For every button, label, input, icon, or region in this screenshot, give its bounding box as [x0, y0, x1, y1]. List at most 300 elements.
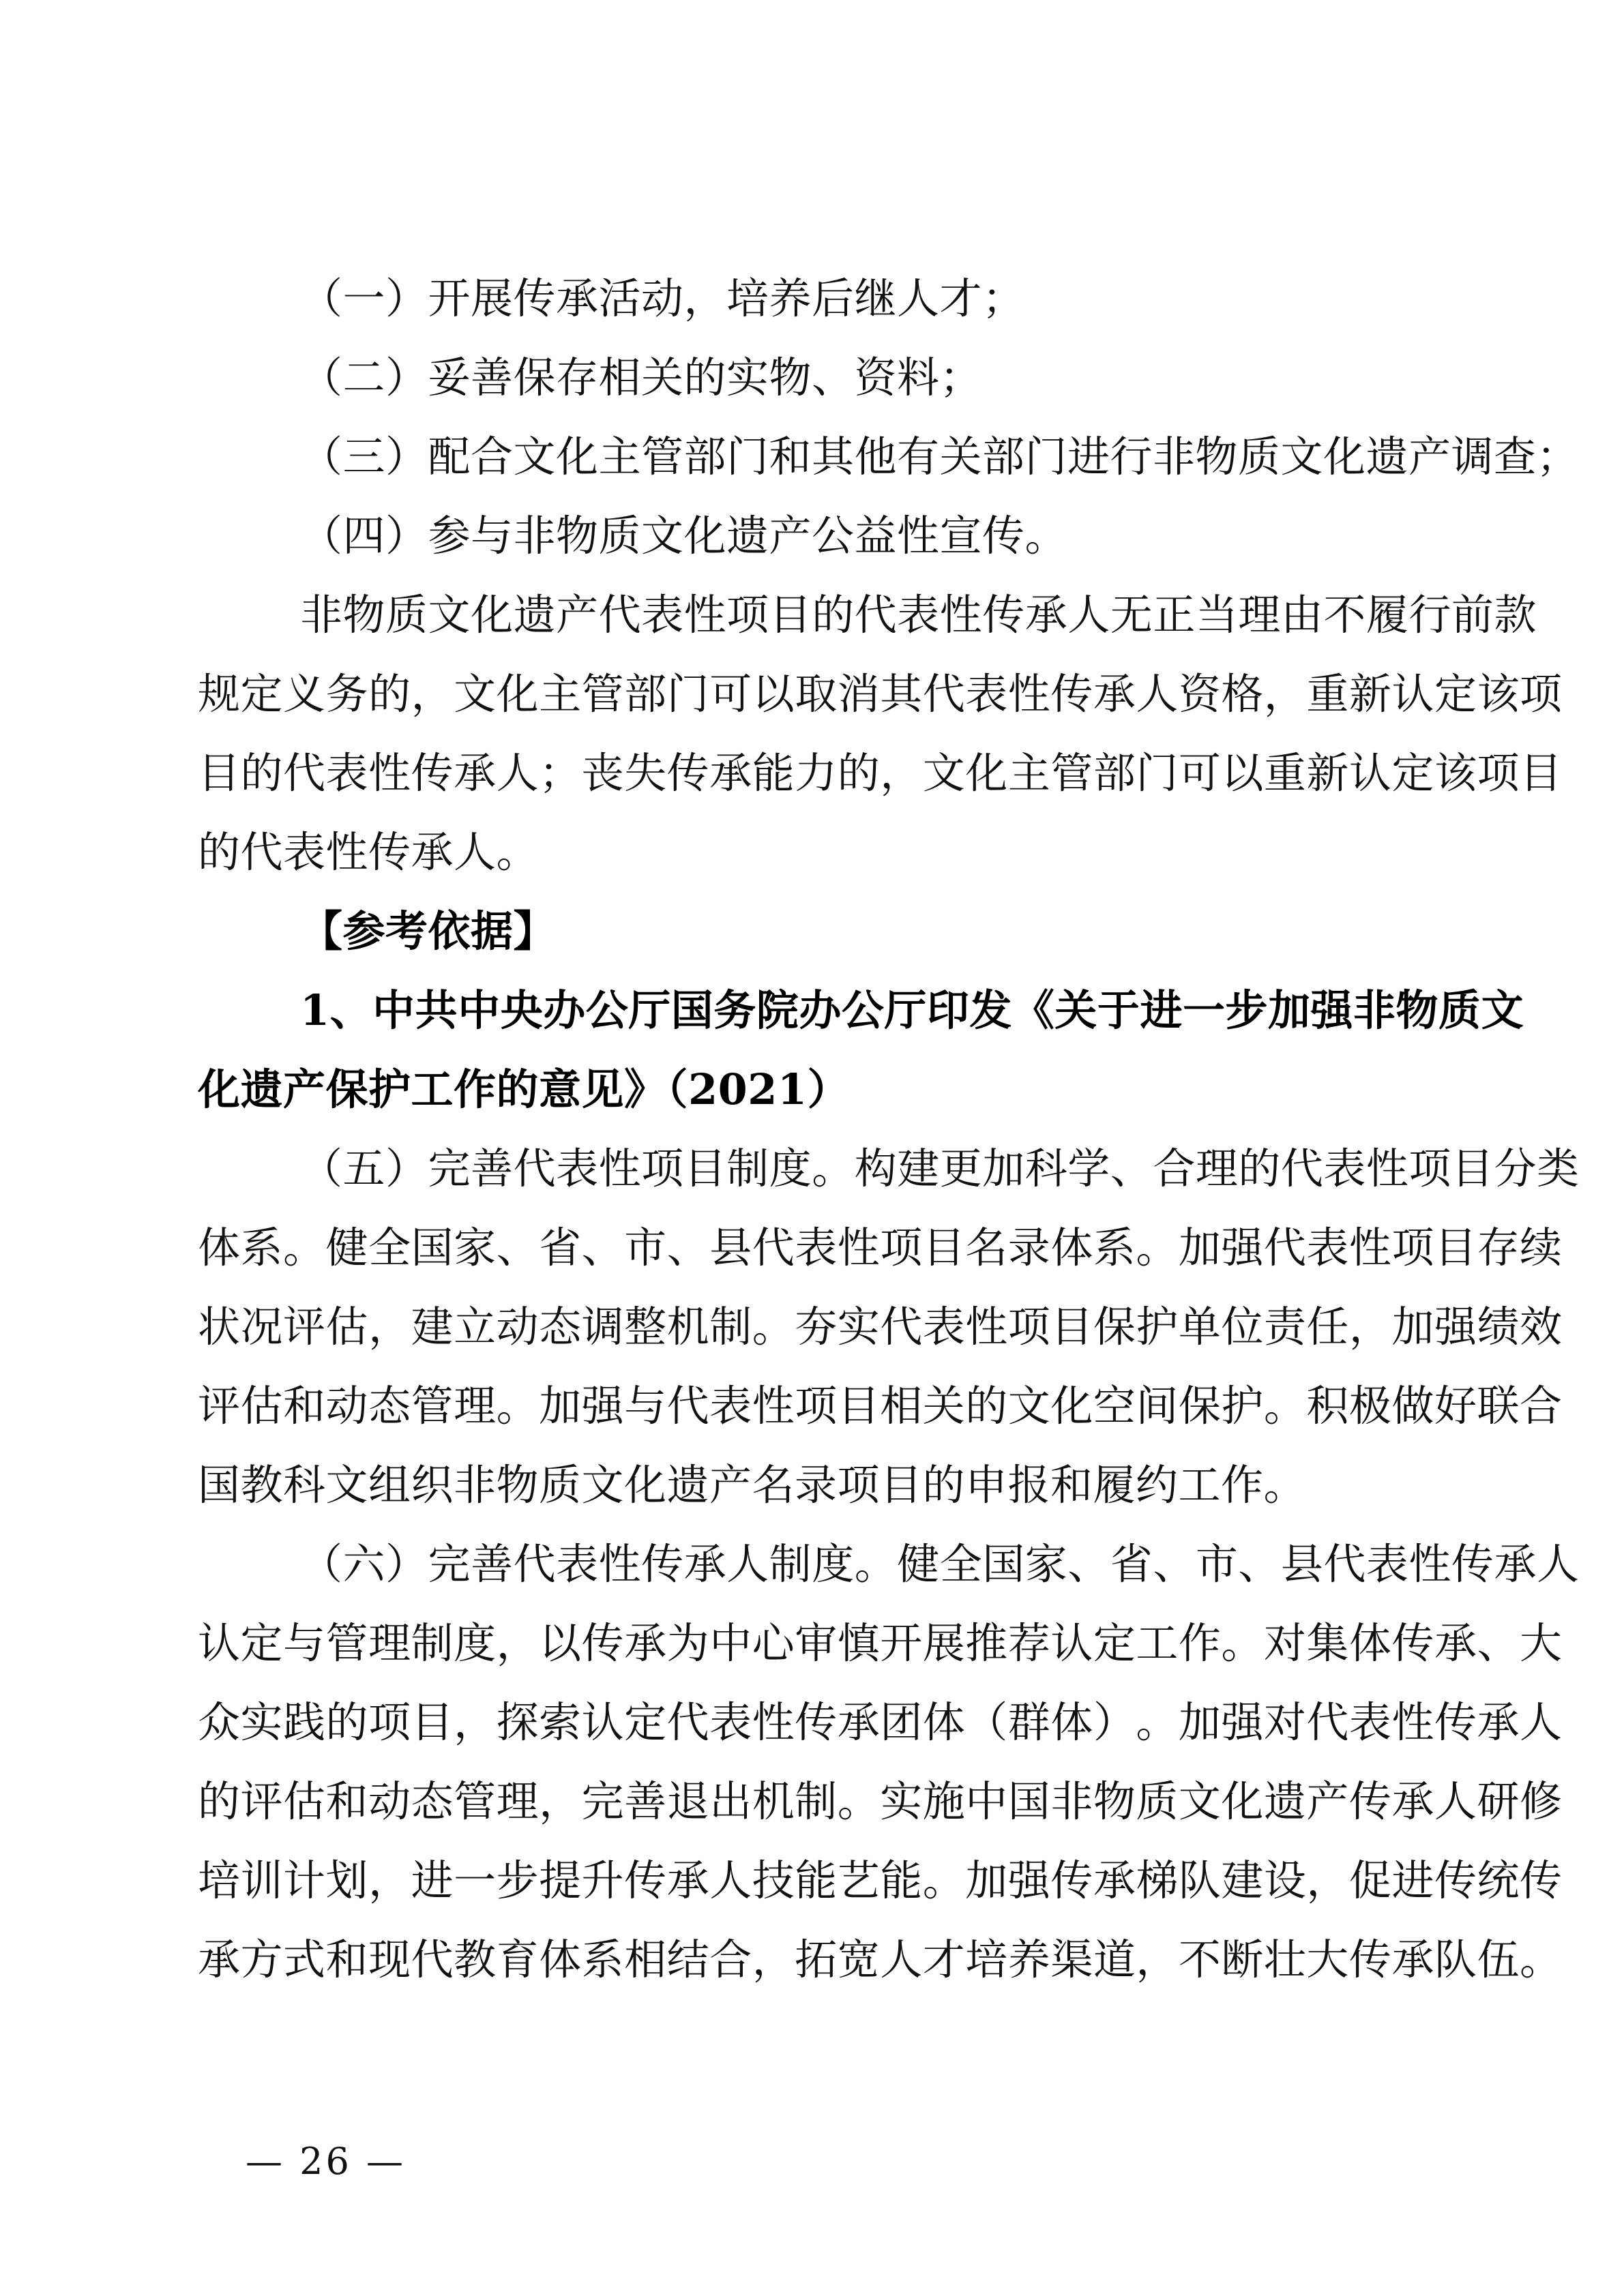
- glyph: 育: [496, 1935, 540, 1984]
- glyph: 进: [1391, 1855, 1434, 1905]
- glyph: （: [300, 1539, 343, 1589]
- glyph: 完: [581, 1776, 625, 1826]
- glyph: 名: [965, 1223, 1008, 1272]
- glyph: 划: [325, 1855, 369, 1905]
- glyph: ，: [1348, 1302, 1392, 1352]
- glyph: 断: [1221, 1935, 1264, 1984]
- glyph: 文: [1007, 1381, 1051, 1431]
- glyph: 传: [1451, 1539, 1494, 1589]
- glyph: ，: [752, 1935, 795, 1984]
- glyph: 加: [539, 1381, 582, 1431]
- glyph: 夯: [795, 1302, 838, 1352]
- glyph: ，: [880, 748, 923, 798]
- glyph: 目: [198, 748, 241, 798]
- glyph: 加: [1178, 1697, 1222, 1747]
- glyph: 传: [1391, 1618, 1434, 1668]
- glyph: 承: [1093, 1855, 1136, 1905]
- glyph: 加: [1178, 1223, 1222, 1272]
- glyph: 现: [368, 1935, 411, 1984]
- paragraph-line: [198, 1841, 1563, 1920]
- paragraph-line: [198, 1287, 1563, 1367]
- glyph: 团: [880, 1697, 923, 1747]
- glyph: 队: [1178, 1855, 1222, 1905]
- glyph: 目: [683, 1144, 727, 1193]
- glyph: 传: [795, 1697, 838, 1747]
- glyph: 壮: [1263, 1935, 1307, 1984]
- glyph: 宽: [837, 1935, 881, 1984]
- glyph: 制: [411, 1618, 454, 1668]
- glyph: 表: [556, 1539, 599, 1589]
- glyph: 性: [837, 1223, 881, 1272]
- glyph: 传: [982, 590, 1025, 640]
- glyph: 传: [411, 748, 454, 798]
- glyph: 强: [1434, 1302, 1477, 1352]
- glyph: 义: [283, 669, 326, 719]
- glyph: 、: [581, 1223, 625, 1272]
- glyph: 极: [1348, 1381, 1392, 1431]
- glyph: 部: [624, 669, 667, 719]
- glyph: 学: [1067, 1144, 1110, 1193]
- glyph: 艺: [837, 1855, 881, 1905]
- glyph: 人: [1519, 1697, 1563, 1747]
- glyph: 单: [1178, 1302, 1222, 1352]
- glyph: 目: [1451, 1144, 1494, 1193]
- glyph: 展: [922, 1618, 966, 1668]
- glyph: 探: [496, 1697, 540, 1747]
- glyph: 代: [283, 748, 326, 798]
- paragraph-line: [198, 1683, 1563, 1762]
- list-item: （三）配合文化主管部门和其他有关部门进行非物质文化遗产调查；: [300, 432, 1580, 481]
- glyph: 态: [368, 1381, 411, 1431]
- glyph: 工: [1136, 1618, 1179, 1668]
- glyph: 表: [1306, 1223, 1349, 1272]
- glyph: 关: [1054, 985, 1097, 1035]
- glyph: （: [965, 1697, 1008, 1747]
- glyph: 的: [965, 1381, 1008, 1431]
- glyph: 。: [854, 1539, 898, 1589]
- glyph: 培: [198, 1855, 241, 1905]
- glyph: 梯: [1136, 1855, 1179, 1905]
- glyph: 表: [641, 590, 684, 640]
- glyph: ，: [368, 1302, 411, 1352]
- glyph: 强: [1221, 1223, 1264, 1272]
- glyph: 重: [1263, 748, 1307, 798]
- paragraph-line: [198, 1367, 1563, 1446]
- glyph: 五: [342, 1144, 386, 1193]
- glyph: 办: [543, 985, 586, 1035]
- glyph: 文: [454, 669, 497, 719]
- glyph: 代: [1263, 1223, 1307, 1272]
- glyph: 善: [624, 1776, 667, 1826]
- glyph: 定: [240, 669, 284, 719]
- glyph: 项: [1519, 669, 1563, 719]
- glyph: 方: [240, 1935, 284, 1984]
- glyph: 护: [1221, 1381, 1264, 1431]
- paragraph-line: [198, 734, 1563, 813]
- glyph: 性: [965, 1302, 1008, 1352]
- glyph: 传: [1050, 669, 1093, 719]
- glyph: 慎: [837, 1618, 881, 1668]
- glyph: 化: [471, 590, 514, 640]
- glyph: 保: [1093, 1302, 1136, 1352]
- glyph: 公: [585, 985, 629, 1035]
- glyph: 教: [454, 1935, 497, 1984]
- glyph: 立: [454, 1302, 497, 1352]
- glyph: 规: [198, 669, 241, 719]
- glyph: 主: [1007, 748, 1051, 798]
- glyph: 绩: [1477, 1302, 1520, 1352]
- glyph: 文: [1481, 985, 1524, 1035]
- glyph: 群: [1007, 1697, 1051, 1747]
- glyph: 物: [342, 590, 386, 640]
- glyph: 目: [1434, 1223, 1477, 1272]
- glyph: 市: [624, 1223, 667, 1272]
- glyph: 的: [812, 590, 855, 640]
- paragraph-line: [198, 1208, 1563, 1287]
- glyph: 管: [411, 1381, 454, 1431]
- glyph: 非: [300, 590, 343, 640]
- glyph: 代: [880, 1302, 923, 1352]
- glyph: 传: [1434, 1855, 1477, 1905]
- glyph: 的: [325, 1697, 369, 1747]
- glyph: 表: [965, 669, 1008, 719]
- glyph: 估: [325, 1302, 369, 1352]
- glyph: 录: [1007, 1223, 1051, 1272]
- glyph: 效: [1519, 1302, 1563, 1352]
- glyph: 体: [198, 1223, 241, 1272]
- glyph: 传: [1519, 1855, 1563, 1905]
- glyph: 体: [1050, 1223, 1093, 1272]
- glyph: 一: [1182, 985, 1226, 1035]
- glyph: 践: [283, 1697, 326, 1747]
- glyph: 遗: [1263, 1776, 1307, 1826]
- glyph: 性: [1007, 669, 1051, 719]
- glyph: 集: [1306, 1618, 1349, 1668]
- glyph: 代: [922, 669, 966, 719]
- paragraph-line: 的代表性传承人。: [198, 827, 540, 877]
- glyph: 推: [965, 1618, 1008, 1668]
- glyph: 传: [1050, 1855, 1093, 1905]
- glyph: 升: [581, 1855, 625, 1905]
- glyph: 表: [325, 748, 369, 798]
- glyph: 国: [1007, 1776, 1051, 1826]
- glyph: 。: [1136, 1223, 1179, 1272]
- glyph: 实: [240, 1697, 284, 1747]
- glyph: 护: [1136, 1302, 1179, 1352]
- glyph: 步: [496, 1855, 540, 1905]
- glyph: 加: [1267, 985, 1311, 1035]
- glyph: 动: [368, 1776, 411, 1826]
- glyph: 传: [641, 1539, 684, 1589]
- glyph: 六: [342, 1539, 386, 1589]
- paragraph-line: [198, 1920, 1563, 1999]
- glyph: 促: [1348, 1855, 1392, 1905]
- glyph: 完: [428, 1539, 471, 1589]
- glyph: 新: [1348, 669, 1392, 719]
- glyph: 市: [1195, 1539, 1239, 1589]
- glyph: 当: [1195, 590, 1239, 640]
- glyph: 系: [581, 1935, 625, 1984]
- glyph: 表: [897, 590, 940, 640]
- glyph: 表: [1348, 1697, 1392, 1747]
- glyph: 出: [709, 1776, 752, 1826]
- glyph: 、: [1067, 1539, 1110, 1589]
- glyph: 认: [1348, 748, 1392, 798]
- glyph: 修: [1519, 1776, 1563, 1826]
- glyph: 性: [1408, 1539, 1451, 1589]
- glyph: 。: [922, 1855, 966, 1905]
- glyph: 步: [1225, 985, 1268, 1035]
- glyph: 承: [624, 1618, 667, 1668]
- glyph: ）: [385, 1144, 428, 1193]
- glyph: 人: [1067, 590, 1110, 640]
- paragraph-line: [300, 1525, 1580, 1604]
- glyph: 国: [411, 1223, 454, 1272]
- glyph: 强: [1221, 1697, 1264, 1747]
- glyph: ，: [1306, 1855, 1349, 1905]
- glyph: 文: [922, 748, 966, 798]
- glyph: 国: [670, 985, 714, 1035]
- glyph: 评: [198, 1381, 241, 1431]
- glyph: 一: [454, 1855, 497, 1905]
- glyph: 于: [1097, 985, 1140, 1035]
- glyph: 理: [1195, 1144, 1239, 1193]
- glyph: 传: [666, 748, 710, 798]
- glyph: 保: [1178, 1381, 1222, 1431]
- glyph: 性: [939, 590, 983, 640]
- glyph: 估: [240, 1381, 284, 1431]
- glyph: 养: [1007, 1935, 1051, 1984]
- glyph: ，: [539, 1776, 582, 1826]
- page-number: — 26 —: [246, 2140, 407, 2183]
- glyph: 承: [454, 748, 497, 798]
- glyph: ，: [368, 1855, 411, 1905]
- glyph: 积: [1306, 1381, 1349, 1431]
- glyph: 、: [666, 1223, 710, 1272]
- glyph: 目: [769, 590, 812, 640]
- glyph: 1: [300, 985, 330, 1035]
- glyph: 评: [283, 1302, 326, 1352]
- glyph: 管: [325, 1618, 369, 1668]
- glyph: 式: [283, 1935, 326, 1984]
- glyph: 健: [897, 1539, 940, 1589]
- glyph: 履: [1365, 590, 1409, 640]
- glyph: 国: [982, 1539, 1025, 1589]
- glyph: 合: [709, 1935, 752, 1984]
- glyph: 位: [1221, 1302, 1264, 1352]
- glyph: 取: [795, 669, 838, 719]
- glyph: 门: [666, 669, 710, 719]
- glyph: 项: [641, 1144, 684, 1193]
- glyph: 施: [922, 1776, 966, 1826]
- glyph: 对: [1263, 1697, 1307, 1747]
- glyph: 产: [556, 590, 599, 640]
- glyph: 加: [1391, 1302, 1434, 1352]
- glyph: 性: [752, 1381, 795, 1431]
- glyph: 承: [1477, 1697, 1520, 1747]
- glyph: 不: [1323, 590, 1366, 640]
- glyph: 性: [1348, 1223, 1392, 1272]
- glyph: 的: [1238, 1144, 1281, 1193]
- glyph: 为: [666, 1618, 710, 1668]
- glyph: 理: [496, 1776, 540, 1826]
- glyph: 表: [709, 1381, 752, 1431]
- glyph: 质: [385, 590, 428, 640]
- list-item: （二）妥善保存相关的实物、资料；: [300, 353, 983, 402]
- glyph: 非: [1353, 985, 1396, 1035]
- glyph: 印: [926, 985, 970, 1035]
- glyph: 非: [1050, 1776, 1093, 1826]
- glyph: 目: [837, 1381, 881, 1431]
- glyph: 索: [539, 1697, 582, 1747]
- glyph: 、: [1477, 1618, 1520, 1668]
- glyph: 、: [496, 1223, 540, 1272]
- glyph: 对: [1263, 1618, 1307, 1668]
- glyph: 空: [1093, 1381, 1136, 1431]
- glyph: 体: [1348, 1618, 1392, 1668]
- glyph: 强: [1310, 985, 1354, 1035]
- glyph: 中: [458, 985, 501, 1035]
- glyph: 表: [556, 1144, 599, 1193]
- glyph: 化: [1050, 1381, 1093, 1431]
- glyph: 的: [368, 669, 411, 719]
- glyph: 全: [939, 1539, 983, 1589]
- glyph: ，: [496, 1618, 540, 1668]
- glyph: 训: [240, 1855, 284, 1905]
- glyph: 联: [1477, 1381, 1520, 1431]
- glyph: 。: [1263, 1381, 1307, 1431]
- glyph: 以: [1221, 748, 1264, 798]
- glyph: 、: [1153, 1539, 1196, 1589]
- glyph: 荐: [1007, 1618, 1051, 1668]
- glyph: 人: [709, 1855, 752, 1905]
- glyph: 存: [1477, 1223, 1520, 1272]
- glyph: ）: [1093, 1697, 1136, 1747]
- glyph: 体: [922, 1697, 966, 1747]
- glyph: 系: [1093, 1223, 1136, 1272]
- glyph: 代: [666, 1697, 710, 1747]
- glyph: 全: [368, 1223, 411, 1272]
- glyph: 承: [1391, 1776, 1434, 1826]
- glyph: 系: [240, 1223, 284, 1272]
- glyph: 人: [1434, 1776, 1477, 1826]
- glyph: 体: [539, 1935, 582, 1984]
- glyph: 承: [666, 1855, 710, 1905]
- glyph: 加: [982, 1144, 1025, 1193]
- glyph: 责: [1263, 1302, 1307, 1352]
- glyph: 理: [368, 1618, 411, 1668]
- glyph: 性: [1365, 1144, 1409, 1193]
- glyph: ，: [411, 669, 454, 719]
- glyph: 性: [368, 748, 411, 798]
- glyph: ，: [1136, 1935, 1179, 1984]
- glyph: 承: [1391, 1935, 1434, 1984]
- glyph: 产: [1306, 1776, 1349, 1826]
- glyph: 更: [939, 1144, 983, 1193]
- glyph: 项: [1477, 748, 1520, 798]
- glyph: 人: [1536, 1539, 1580, 1589]
- glyph: 退: [666, 1776, 710, 1826]
- glyph: 目: [1050, 1302, 1093, 1352]
- glyph: 进: [411, 1855, 454, 1905]
- glyph: 机: [666, 1302, 710, 1352]
- glyph: 目: [922, 1223, 966, 1272]
- glyph: 分: [1494, 1144, 1537, 1193]
- glyph: 认: [1391, 669, 1434, 719]
- glyph: 县: [1280, 1539, 1324, 1589]
- glyph: 传: [1348, 1935, 1392, 1984]
- glyph: 中: [709, 1618, 752, 1668]
- glyph: 目: [1519, 748, 1563, 798]
- glyph: 表: [795, 1223, 838, 1272]
- glyph: 传: [624, 1855, 667, 1905]
- glyph: 拓: [795, 1935, 838, 1984]
- glyph: 和: [325, 1776, 369, 1826]
- glyph: 定: [1391, 748, 1434, 798]
- glyph: 度: [812, 1539, 855, 1589]
- glyph: 和: [325, 1935, 369, 1984]
- glyph: ）: [385, 1539, 428, 1589]
- glyph: 资: [1178, 669, 1222, 719]
- glyph: 厅: [628, 985, 671, 1035]
- glyph: 承: [683, 1539, 727, 1589]
- glyph: 统: [1477, 1855, 1520, 1905]
- glyph: 理: [1238, 590, 1281, 640]
- glyph: 管: [454, 1776, 497, 1826]
- paragraph-line: [300, 1129, 1580, 1208]
- glyph: 目: [411, 1697, 454, 1747]
- glyph: ，: [1263, 669, 1307, 719]
- glyph: 完: [428, 1144, 471, 1193]
- paragraph-line: [198, 1604, 1563, 1683]
- glyph: 传: [1434, 1697, 1477, 1747]
- glyph: 开: [880, 1618, 923, 1668]
- glyph: 构: [854, 1144, 898, 1193]
- glyph: 定: [1434, 669, 1477, 719]
- glyph: 代: [513, 1144, 557, 1193]
- glyph: 可: [709, 669, 752, 719]
- glyph: 代: [1280, 1144, 1324, 1193]
- glyph: ；: [539, 748, 582, 798]
- glyph: 承: [1024, 590, 1068, 640]
- glyph: 。: [837, 1776, 881, 1826]
- list-item: （四）参与非物质文化遗产公益性宣传。: [300, 511, 1068, 561]
- glyph: 认: [581, 1697, 625, 1747]
- glyph: 代: [1323, 1539, 1366, 1589]
- glyph: 化: [496, 669, 540, 719]
- glyph: 化: [1221, 1776, 1264, 1826]
- glyph: 传: [581, 1618, 625, 1668]
- glyph: 化: [965, 748, 1008, 798]
- glyph: 表: [709, 1697, 752, 1747]
- glyph: 性: [683, 590, 727, 640]
- glyph: 县: [709, 1223, 752, 1272]
- glyph: 代: [513, 1539, 557, 1589]
- glyph: 加: [965, 1855, 1008, 1905]
- glyph: 能: [795, 1855, 838, 1905]
- glyph: 大: [1306, 1935, 1349, 1984]
- glyph: 承: [1093, 669, 1136, 719]
- glyph: 态: [539, 1302, 582, 1352]
- glyph: 定: [240, 1618, 284, 1668]
- glyph: 审: [795, 1618, 838, 1668]
- glyph: 前: [1451, 590, 1494, 640]
- glyph: 以: [752, 669, 795, 719]
- glyph: 善: [471, 1144, 514, 1193]
- glyph: 丧: [581, 748, 625, 798]
- glyph: 承: [837, 1697, 881, 1747]
- glyph: 机: [752, 1776, 795, 1826]
